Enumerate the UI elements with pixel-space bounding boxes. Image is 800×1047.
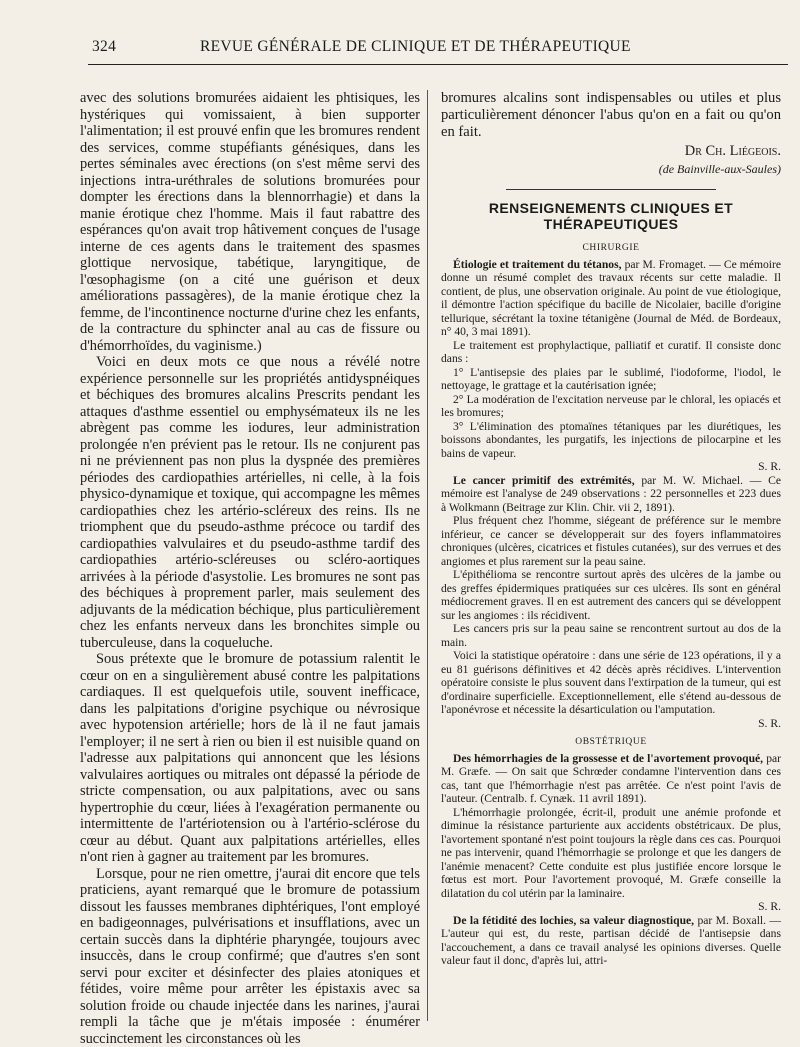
left-paragraph-1: avec des solutions bromurées aidaient les phtisiques, les hystériques qui vomissaient, à bien supporter l'alimentation; il est prouvé enfin que les bromures rendent des services, comme stupéfiants génésiques, dans les pertes séminales avec érections (on s'est même servi des injections intra-uréthrales de solutions bromurées pour dompter les érections dans la blennorrhagie) et dans la manie érotique chez l'homme. Mais il faut rabattre des espérances qu'on avait trop hâtivement conçues de l'usage interne de ces agents dans le traitement des spasmes glottique nervosique, tabétique, laryngitique, de l'œsophagisme (on a cité une guérison et deux améliorations passagères), de la manie érotique chez la femme, de l'incontinence nocturne d'urine chez les enfants, de la contracture du sphincter anal au cas de fissure ou d'hémorrhoïdes, du vaginisme.): [80, 90, 420, 354]
article-cancer: Le cancer primitif des extrémités, par M. W. Michael. — Ce mémoire est l'analyse de 249 observations : 22 personnelles et 223 dues à Wolkmann (Beitrage zur Klin. Chir. vii 2, 1891).: [441, 474, 781, 515]
article-tetanos-treatment: Le traitement est prophylactique, palliatif et curatif. Il consiste donc dans :: [441, 339, 781, 366]
header-rule: [88, 64, 788, 65]
article-cancer-para: L'épithélioma se rencontre surtout après des ulcères de la jambe ou des greffes épidermiques pratiquées sur ces ulcères. Ils sont en général médiocrement graves. Il en est autrement des cancers qui se développent sur les angiomes : ils récidivent.: [441, 568, 781, 622]
column-divider: [427, 90, 428, 1021]
left-paragraph-3: Sous prétexte que le bromure de potassium ralentit le cœur on en a singulièrement abusé contre les palpitations cardiaques. Il est quelquefois utile, souvent inefficace, dans les palpitations d'origine psychique ou névrosique avec hypotension artérielle; hors de là il ne faut jamais l'employer; il ne sert à rien ou bien il est nuisible quand on l'adresse aux palpitations qui annoncent que les lésions valvulaires aortiques ou mitrales ont dépassé la période de stricte compensation, ou aux palpitations, avec ou sans hypertrophie du cœur, liées à l'exagération permanente ou intermittente de l'artériotension ou à l'artério-sclérose du cœur au début. Quant aux palpitations artérielles, elles n'ont rien à gagner au traitement par les bromures.: [80, 651, 420, 866]
right-column: [441, 90, 781, 968]
section-heading: RENSEIGNEMENTS CLINIQUES ET THÉRAPEUTIQUES: [441, 200, 781, 232]
section-rule: [506, 189, 716, 190]
subhead-obstetrique: OBSTÉTRIQUE: [441, 736, 781, 750]
article-cancer-para: Plus fréquent chez l'homme, siégeant de préférence sur le membre inférieur, ce cancer se développerait sur des foyers inflammatoires chroniques (ulcères, cicatrices et fistules cutanées), sur des verrues et des angiomes et plus rarement sur la peau saine.: [441, 514, 781, 568]
continuation-text: bromures alcalins sont indispensables ou utiles et plus particulièrement dénoncer l'abus qu'on en a fait ou qu'on en fait.: [441, 90, 781, 140]
article-cancer-para: Voici la statistique opératoire : dans une série de 123 opérations, il y a eu 81 guérisons définitives et 42 décès après récidives. L'intervention opératoire consiste le plus souvent dans l'extirpation de la tumeur, qui est d'ordinaire superficielle. Exceptionnellement, elle s'étend au-dessous de l'aponévrose et nécessite la désarticulation ou l'amputation.: [441, 649, 781, 717]
list-item: 3° L'élimination des ptomaïnes tétaniques par les diurétiques, les boissons abondantes, les purgatifs, les injections de pilocarpine et les bains de vapeur.: [441, 420, 781, 461]
page-number: 324: [92, 38, 116, 56]
author-signature: Dr Ch. Liégeois.: [441, 143, 781, 160]
initials: S. R.: [441, 900, 781, 914]
article-cancer-para: Les cancers pris sur la peau saine se rencontrent surtout au dos de la main.: [441, 622, 781, 649]
list-item: 1° L'antisepsie des plaies par le sublimé, l'iodoforme, l'iodol, le nettoyage, le grattage et la cautérisation ignée;: [441, 366, 781, 393]
article-hemorrhagies-para: L'hémorrhagie prolongée, écrit-il, produit une anémie profonde et diminue la résistance parturiente aux accidents obstétricaux. De plus, l'avortement spontané n'est point toujours la règle dans ces cas. Pourquoi ne pas intervenir, quand l'hémorrhagie se prolonge et que les dangers de l'anémie menacent? Cette conduite est plus justifiée encore lorsque le fœtus est mort. Pour l'avortement provoqué, M. Græfe conseille la dilatation du col utérin par la laminaire.: [441, 806, 781, 901]
running-head: [92, 38, 780, 62]
article-hemorrhagies: Des hémorrhagies de la grossesse et de l'avortement provoqué, par M. Græfe. — On sait que Schrœder condamne l'intervention dans ces cas, tant que l'hémorrhagie n'est pas arrêtée. Ce n'est point l'avis de l'auteur. (Centralb. f. Cynæk. 11 avril 1891).: [441, 752, 781, 806]
left-paragraph-2: Voici en deux mots ce que nous a révélé notre expérience personnelle sur les propriétés antidyspnéiques et béchiques des bromures alcalins Prescrits pendant les attaques d'asthme essentiel ou emphysémateux ils ne les abrègent pas comme les iodures, leur administration prolongée n'en prévient pas le retour. Ils ne conjurent pas ni ne préviennent pas non plus la dyspnée des premières périodes des cardiopathies artérielles, ni celle, à la fois physico-dynamique et toxique, qui accompagne les mêmes cardiopathies chez les artério-scléreux des reins. Ils ne triomphent que du pseudo-asthme précoce ou tardif des cardiopathies valvulaires et du pseudo-asthme tardif des cardiopathies artério-scléreuses ou scléro-aortiques arrivées à la période d'asystolie. Les bromures ne sont pas des béchiques à proprement parler, mais seulement des adjuvants de la médication béchique, plus particulièrement chez les enfants nerveux dans les bronchites simple ou tuberculeuse, dans la coqueluche.: [80, 354, 420, 651]
left-column: [80, 90, 420, 1047]
initials: S. R.: [441, 460, 781, 474]
abstracts: [441, 242, 781, 968]
list-item: 2° La modération de l'excitation nerveuse par le chloral, les opiacés et les bromures;: [441, 393, 781, 420]
author-place: (de Bainville-aux-Saules): [441, 162, 781, 177]
subhead-chirurgie: CHIRURGIE: [441, 242, 781, 256]
article-lochies: De la fétidité des lochies, sa valeur diagnostique, par M. Boxall. — L'auteur qui est, du reste, partisan décidé de l'antisepsie dans l'accouchement, a dans ce travail analysé les opinions diverses. Quelle valeur faut il donc, d'après lui, attri-: [441, 914, 781, 968]
left-paragraph-4: Lorsque, pour ne rien omettre, j'aurai dit encore que tels praticiens, ayant remarqué que le bromure de potassium dissout les fausses membranes diphtériques, l'ont employé en badigeonnages, pulvérisations et insufflations, avec un certain succès dans la diphtérie pharyngée, toujours avec insuccès, dans le croup confirmé; que d'autres s'en sont servi pour exciter et désinfecter des plaies atoniques et fétides, voire même pour arrêter les épistaxis avec sa solution froide ou chaude injectée dans les narines, j'aurai rempli la tâche que je m'étais imposée : énumérer succinctement les circonstances où les: [80, 866, 420, 1047]
initials: S. R.: [441, 717, 781, 731]
journal-title: REVUE GÉNÉRALE DE CLINIQUE ET DE THÉRAPEUTIQUE: [200, 38, 631, 56]
article-tetanos: Étiologie et traitement du tétanos, par M. Fromaget. — Ce mémoire donne un résumé complet des travaux récents sur cette maladie. Il contient, de plus, une observation originale. Au point de vue étiologique, il démontre l'action spécifique du bacille de Nicolaier, bacille d'origine tellurique, sécrétant la toxine tétanigène (Journal de Méd. de Bordeaux, n° 40, 3 mai 1891).: [441, 258, 781, 339]
